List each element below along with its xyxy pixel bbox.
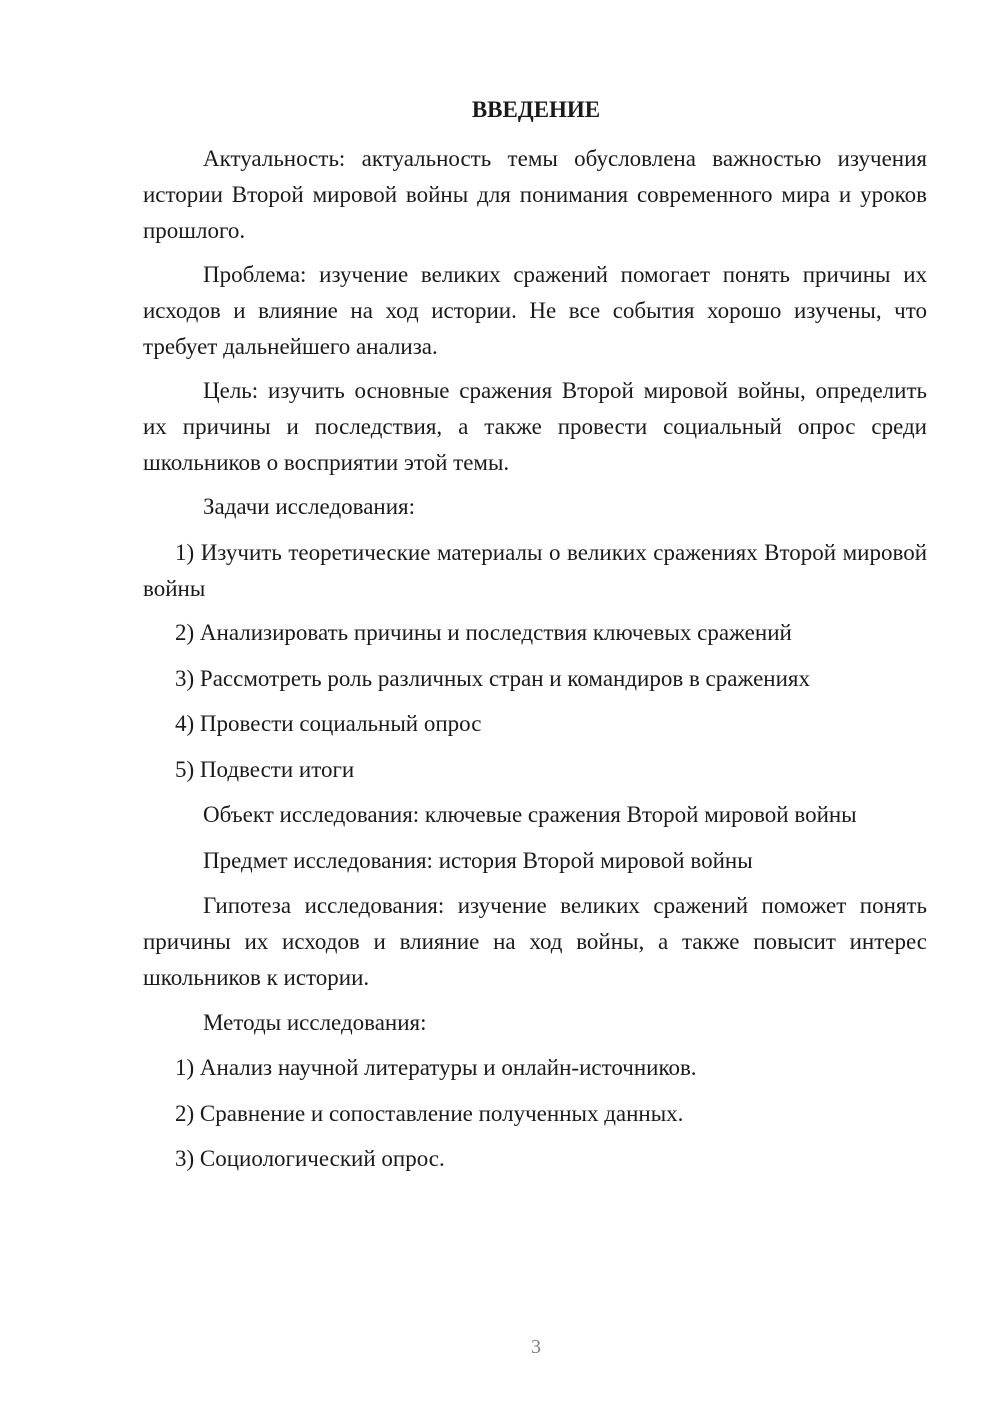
paragraph-subject: Предмет исследования: история Второй мировой войны [203, 848, 753, 873]
tasks-heading: Задачи исследования: [203, 494, 416, 519]
paragraph-relevance: Актуальность: актуальность темы обусловлена важностью изучения истории Второй мировой войны для понимания современного мира и уроков прошлого. [143, 146, 927, 243]
method-item-3: 3) Социологический опрос. [175, 1146, 445, 1171]
task-item-3: 3) Рассмотреть роль различных стран и командиров в сражениях [175, 666, 810, 691]
page-number: 3 [531, 1336, 541, 1358]
section-title: ВВЕДЕНИЕ [471, 97, 601, 122]
task-item-2: 2) Анализировать причины и последствия ключевых сражений [175, 620, 792, 645]
task-item-4: 4) Провести социальный опрос [175, 711, 482, 736]
paragraph-goal: Цель: изучить основные сражения Второй мировой войны, определить их причины и последствия, а также провести социальный опрос среди школьников о восприятии этой темы. [143, 378, 927, 475]
methods-heading: Методы исследования: [203, 1010, 427, 1035]
paragraph-hypothesis: Гипотеза исследования: изучение великих сражений поможет понять причины их исходов и влияние на ход войны, а также повысит интерес школьников к истории. [143, 893, 927, 990]
paragraph-problem: Проблема: изучение великих сражений помогает понять причины их исходов и влияние на ход истории. Не все события хорошо изучены, что требует дальнейшего анализа. [143, 262, 927, 359]
method-item-1: 1) Анализ научной литературы и онлайн-источников. [175, 1055, 697, 1080]
task-item-1: 1) Изучить теоретические материалы о великих сражениях Второй мировой войны [143, 540, 927, 601]
method-item-2: 2) Сравнение и сопоставление полученных данных. [175, 1101, 684, 1126]
paragraph-object: Объект исследования: ключевые сражения Второй мировой войны [203, 802, 857, 827]
task-item-5: 5) Подвести итоги [175, 757, 355, 782]
